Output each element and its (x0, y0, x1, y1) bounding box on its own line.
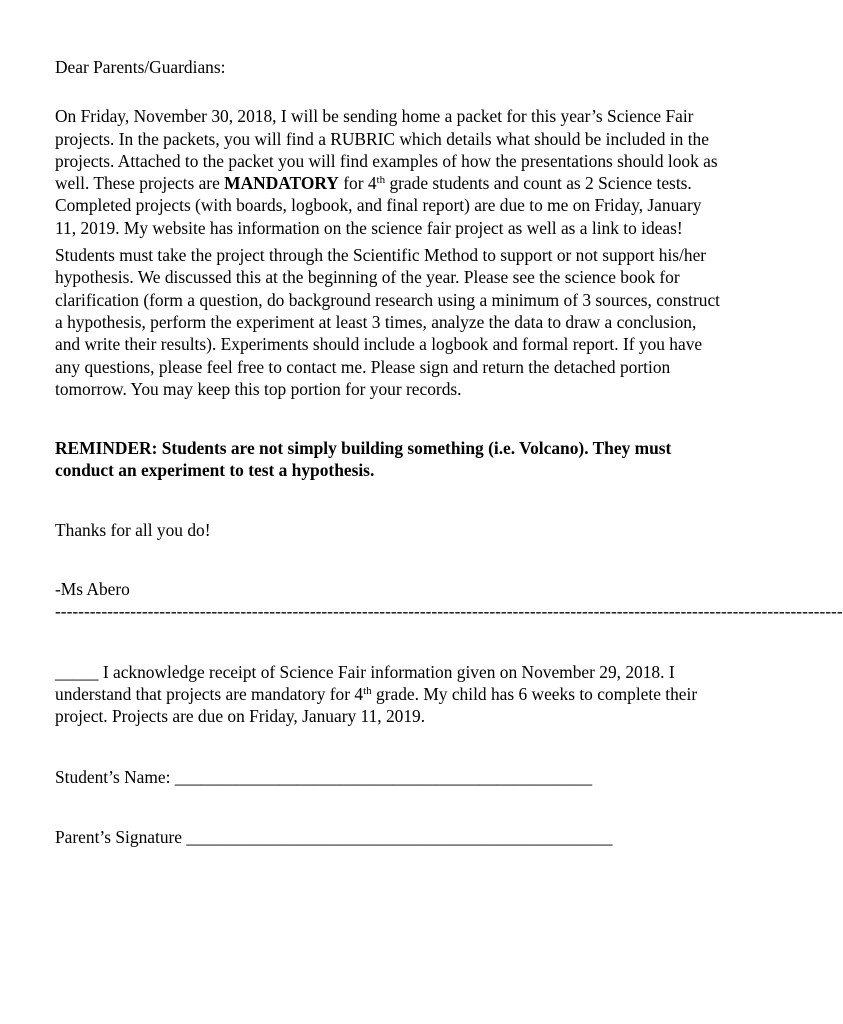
thanks-line: Thanks for all you do! (55, 519, 211, 540)
parent-signature-label: Parent’s Signature (55, 826, 187, 847)
ack-ordinal-suffix: th (363, 684, 372, 697)
ack-initial-blank[interactable]: _____ (55, 661, 99, 682)
parent-signature-row (55, 826, 725, 848)
student-name-label: Student’s Name: (55, 766, 175, 787)
ack-text-1: I acknowledge receipt of Science Fair information given on November 29, 2018. I understand that projects are mandatory for 4 (55, 661, 675, 704)
intro-text-1: On Friday, November 30, 2018, I will be sending home a packet for this year’s Science Fair projects. In the packets, you will find a RUBRIC which details what should be included in the projects. Attached to the packet you will find examples of how the presentations should look as well. These projects are (55, 106, 718, 194)
reminder-paragraph: REMINDER: Students are not simply building something (i.e. Volcano). They must conduct an experiment to test a hypothesis. (55, 438, 672, 481)
ordinal-suffix: th (376, 174, 386, 187)
intro-text-2: for 4 (338, 173, 377, 194)
intro-paragraph (55, 105, 725, 239)
mandatory-emphasis: MANDATORY (224, 173, 339, 194)
parent-signature-field[interactable]: _________________________________________________ (186, 826, 613, 847)
student-name-field[interactable]: ________________________________________________ (174, 766, 593, 787)
ack-text-2: grade. My child has 6 weeks to complete their project. Projects are due on Friday, January 11, 2019. (55, 683, 698, 727)
greeting: Dear Parents/Guardians: (55, 57, 226, 77)
student-name-row (55, 766, 725, 788)
intro-text-3: grade students and count as 2 Science tests. Completed projects (with boards, logbook, and final report) are due to me on Friday, January 11, 2019. My website has information on the science fair project as well as a link to ideas! (55, 173, 702, 238)
method-paragraph: Students must take the project through the Scientific Method to support or not support his/her hypothesis. We discussed this at the beginning of the year. Please see the science book for clarification (form a question, do background research using a minimum of 3 sources, construct a hypothesis, perform the experiment at least 3 times, analyze the data to draw a conclusion, and write their results). Experiments should include a logbook and formal report. If you have any questions, please feel free to contact me. Please sign and return the detached portion tomorrow. You may keep this top portion for your records. (55, 245, 720, 399)
acknowledgement-paragraph (55, 661, 725, 728)
letter-page (55, 56, 843, 848)
signoff: -Ms Abero (55, 579, 130, 600)
detach-divider: ---------------------------------------------------------------------------------------------------------------------------------------- (55, 601, 843, 622)
